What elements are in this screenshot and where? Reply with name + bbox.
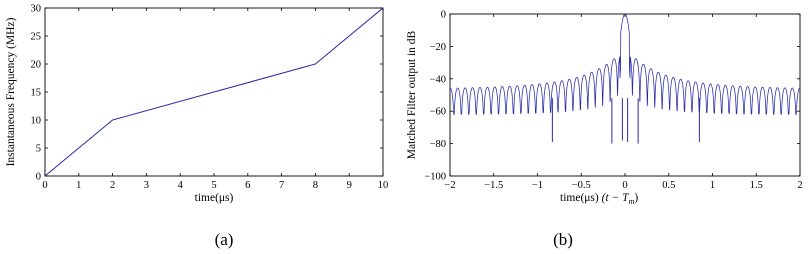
y-tick-label: 0	[440, 9, 446, 21]
x-tick-label: 0	[622, 180, 628, 191]
x-tick-label: 2	[797, 180, 803, 191]
x-tick-label: 6	[245, 180, 251, 191]
x-axis-label-text: time(μs)	[560, 192, 602, 204]
x-tick-label: 0.5	[662, 180, 676, 191]
y-tick-label: 25	[30, 31, 41, 43]
x-tick-label: 10	[377, 180, 389, 191]
x-tick-label: 0	[42, 180, 48, 191]
x-tick-label: 2	[109, 180, 116, 191]
chart-a	[5, 4, 388, 250]
x-tick-label: 1	[709, 180, 716, 191]
chart-b	[406, 10, 803, 250]
x-tick-label: 4	[177, 180, 183, 191]
y-tick-label: −100	[424, 171, 446, 183]
x-axis-label-close: )	[634, 192, 639, 204]
y-tick-label: −20	[429, 41, 446, 53]
y-axis-label: Instantaneous Frequency (MHz)	[5, 17, 17, 167]
y-tick-label: 0	[35, 171, 41, 183]
x-tick-label: −1.5	[484, 180, 504, 191]
y-tick-label: 10	[30, 115, 41, 127]
x-axis-label-sub: m	[628, 197, 635, 206]
x-tick-label: 8	[312, 180, 319, 191]
x-axis-label	[560, 192, 638, 206]
x-tick-label: 1	[76, 180, 82, 191]
y-tick-label: 20	[30, 59, 41, 71]
y-tick-label: −40	[429, 74, 446, 86]
y-axis-label: Matched Filter output in dB	[406, 30, 418, 160]
x-tick-label: 7	[278, 180, 285, 191]
x-tick-label: −2	[444, 180, 456, 191]
x-tick-label: 5	[211, 180, 217, 191]
y-tick-label: 15	[30, 87, 41, 99]
y-tick-label: 30	[30, 3, 41, 15]
panel-label-b: (b)	[553, 230, 573, 249]
y-tick-label: −60	[429, 106, 446, 118]
x-tick-label: 3	[143, 180, 150, 191]
y-tick-label: −80	[429, 139, 446, 151]
x-tick-label: 9	[346, 180, 352, 191]
x-tick-label: −1	[531, 180, 544, 191]
x-tick-label: 1.5	[749, 180, 763, 191]
x-axis-label: time(μs)	[194, 192, 234, 204]
panel-label-a: (a)	[214, 230, 234, 249]
y-tick-label: 5	[35, 143, 41, 155]
x-tick-label: −0.5	[571, 180, 591, 191]
x-axis-label-math: (t − T	[601, 192, 629, 204]
plot-frame	[450, 14, 800, 176]
